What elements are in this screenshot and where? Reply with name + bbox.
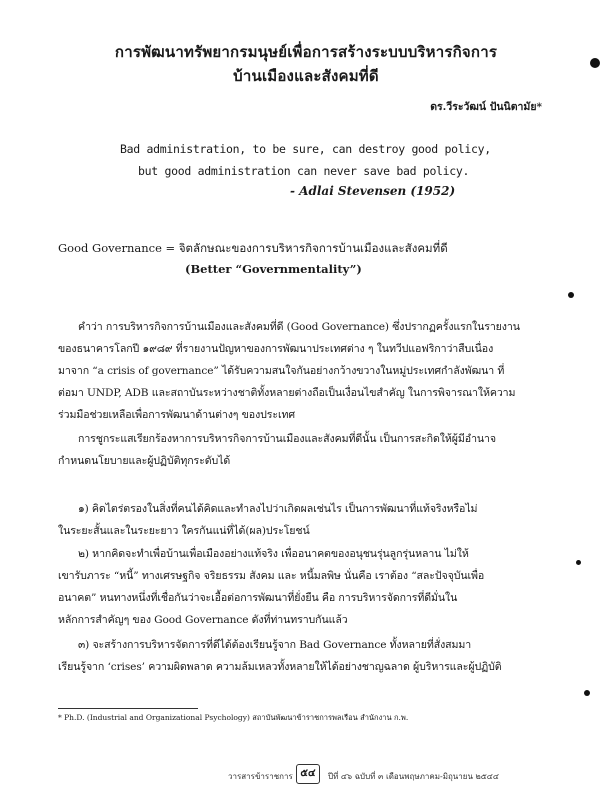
- list-item-1-line-1: ๑) คิดไตร่ตรองในสิ่งที่คนได้คิดและทำลงไปว่าเกิดผลเช่นไร เป็นการพัฒนาที่แท้จริงหรือไม่: [78, 503, 478, 515]
- paragraph-line: กำหนดนโยบายและผู้ปฏิบัติทุกระดับได้: [58, 455, 231, 467]
- quote-attribution: - Adlai Stevensen (1952): [290, 184, 456, 198]
- footer-journal-name: วารสารข้าราชการ: [228, 772, 293, 781]
- good-governance-subtitle: (Better “Governmentality”): [185, 262, 362, 276]
- quote-line-2: but good administration can never save bad policy.: [138, 164, 470, 178]
- list-item-2-line-4: หลักการสำคัญๆ ของ Good Governance ดังที่ท่านทราบกันแล้ว: [58, 614, 348, 626]
- good-governance-definition: Good Governance = จิตลักษณะของการบริหารกิจการบ้านเมืองและสังคมที่ดี: [58, 241, 448, 255]
- list-item-3-line-1: ๓) จะสร้างการบริหารจัดการที่ดีได้ต้องเรียนรู้จาก Bad Governance ทั้งหลายที่สั่งสมมา: [78, 639, 472, 651]
- paragraph-line: คำว่า การบริหารกิจการบ้านเมืองและสังคมที่ดี (Good Governance) ซึ่งปรากฏครั้งแรกในรายงาน: [78, 321, 520, 333]
- page-number: ๕๔: [300, 768, 316, 779]
- paragraph-line: ร่วมมือช่วยเหลือเพื่อการพัฒนาด้านต่างๆ ของประเทศ: [58, 409, 295, 421]
- footer-page-badge: [296, 764, 320, 784]
- paragraph-line: มาจาก “a crisis of governance” ได้รับความสนใจกันอย่างกว้างขวางในหมู่ประเทศกำลังพัฒนา ที่: [58, 365, 505, 377]
- list-item-2-line-2: เขารับภาระ “หนี้” ทางเศรษฐกิจ จริยธรรม สังคม และ หนี้มลพิษ นั่นคือ เราต้อง “สละปัจจุบันเพื่อ: [58, 570, 485, 582]
- list-item-2-line-3: อนาคต” หนทางหนึ่งที่เชื่อกันว่าจะเอื้อต่อการพัฒนาที่ยั่งยืน คือ การบริหารจัดการที่ดีมั่นใน: [58, 592, 458, 604]
- title-line-2: บ้านเมืองและสังคมที่ดี: [233, 67, 379, 85]
- footnote-divider: [58, 708, 198, 709]
- footer-issue-info: ปีที่ ๔๖ ฉบับที่ ๓ เดือนพฤษภาคม-มิถุนายน ๒๕๔๔: [328, 772, 499, 781]
- binder-hole-mark: [590, 58, 600, 68]
- paragraph-line: ของธนาคารโลกปี ๑๙๘๙ ที่รายงานปัญหาของการพัฒนาประเทศต่าง ๆ ในทวีปแอฟริกาว่าสืบเนื่อง: [58, 343, 494, 355]
- margin-smudge-mark: [568, 292, 574, 298]
- title-line-1: การพัฒนาทรัพยากรมนุษย์เพื่อการสร้างระบบบริหารกิจการ: [114, 43, 498, 61]
- list-item-2-line-1: ๒) หากคิดจะทำเพื่อบ้านเพื่อเมืองอย่างแท้จริง เพื่ออนาคตของอนุชนรุ่นลูกรุ่นหลาน ไม่ให้: [78, 548, 469, 560]
- margin-smudge-mark: [584, 690, 590, 696]
- margin-smudge-mark: [576, 560, 581, 565]
- quote-line-1: Bad administration, to be sure, can destroy good policy,: [120, 142, 491, 156]
- author-name: ดร.วีระวัฒน์ ปันนิตามัย*: [430, 101, 542, 113]
- footnote: * Ph.D. (Industrial and Organizational Psychology) สถาบันพัฒนาข้าราชการพลเรือน สำนักงาน ก.พ.: [58, 713, 409, 722]
- paragraph-line: การชูกระแสเรียกร้องหาการบริหารกิจการบ้านเมืองและสังคมที่ดีนั้น เป็นการสะกิดให้ผู้มีอำนาจ: [78, 433, 497, 445]
- list-item-3-line-2: เรียนรู้จาก ‘crises’ ความผิดพลาด ความล้มเหลวทั้งหลายให้ได้อย่างชาญฉลาด ผู้บริหารและผู้ปฏิบัติ: [58, 661, 502, 673]
- list-item-1-line-2: ในระยะสั้นและในระยะยาว ใครกันแน่ที่ได้(ผล)ประโยชน์: [58, 525, 310, 537]
- paragraph-line: ต่อมา UNDP, ADB และสถาบันระหว่างชาติทั้งหลายต่างถือเป็นเงื่อนไขสำคัญ ในการพิจารณาให้ความ: [58, 387, 516, 399]
